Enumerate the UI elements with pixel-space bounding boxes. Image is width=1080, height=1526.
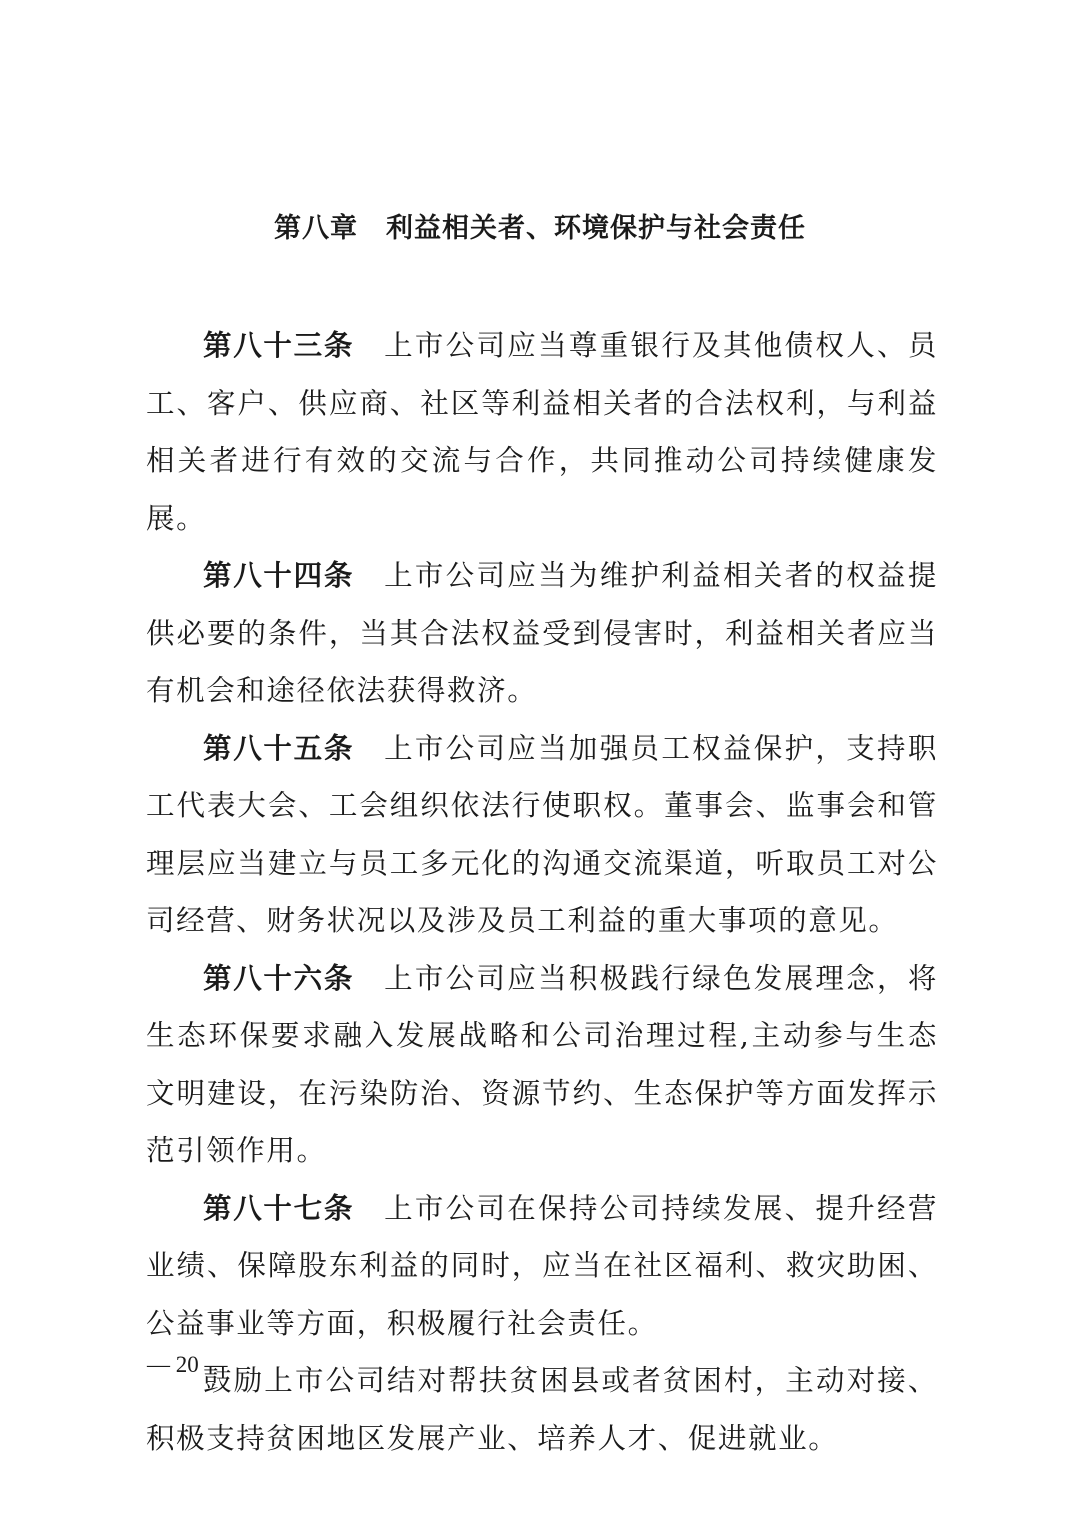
article-label: 第八十五条 xyxy=(203,731,355,765)
article-84 xyxy=(146,547,938,720)
closing-paragraph: 鼓励上市公司结对帮扶贫困县或者贫困村，主动对接、积极支持贫困地区发展产业、培养人才、促进就业。 xyxy=(146,1364,938,1455)
article-text: 上市公司应当为维护利益相关者的权益提供必要的条件，当其合法权益受到侵害时，利益相关者应当有机会和途径依法获得救济。 xyxy=(146,559,938,707)
article-text: 上市公司应当尊重银行及其他债权人、员工、客户、供应商、社区等利益相关者的合法权利，与利益相关者进行有效的交流与合作，共同推动公司持续健康发展。 xyxy=(146,329,938,535)
article-text: 上市公司应当积极践行绿色发展理念，将生态环保要求融入发展战略和公司治理过程,主动参与生态文明建设，在污染防治、资源节约、生态保护等方面发挥示范引领作用。 xyxy=(146,961,938,1167)
article-85 xyxy=(146,720,938,950)
article-87 xyxy=(146,1180,938,1353)
article-86 xyxy=(146,950,938,1180)
article-text: 上市公司应当加强员工权益保护，支持职工代表大会、工会组织依法行使职权。董事会、监事会和管理层应当建立与员工多元化的沟通交流渠道，听取员工对公司经营、财务状况以及涉及员工利益的重大事项的意见。 xyxy=(146,731,938,937)
article-83 xyxy=(146,317,938,547)
article-label: 第八十六条 xyxy=(203,961,355,995)
article-label: 第八十四条 xyxy=(203,559,355,592)
article-text: 上市公司在保持公司持续发展、提升经营业绩、保障股东利益的同时，应当在社区福利、救灾助困、公益事业等方面，积极履行社会责任。 xyxy=(146,1191,938,1340)
chapter-title: 第八章 利益相关者、环境保护与社会责任 xyxy=(274,213,806,244)
body-text xyxy=(146,317,938,1467)
page-number: — 20 — xyxy=(147,1352,228,1377)
article-label: 第八十七条 xyxy=(203,1191,355,1225)
article-label: 第八十三条 xyxy=(203,329,355,362)
